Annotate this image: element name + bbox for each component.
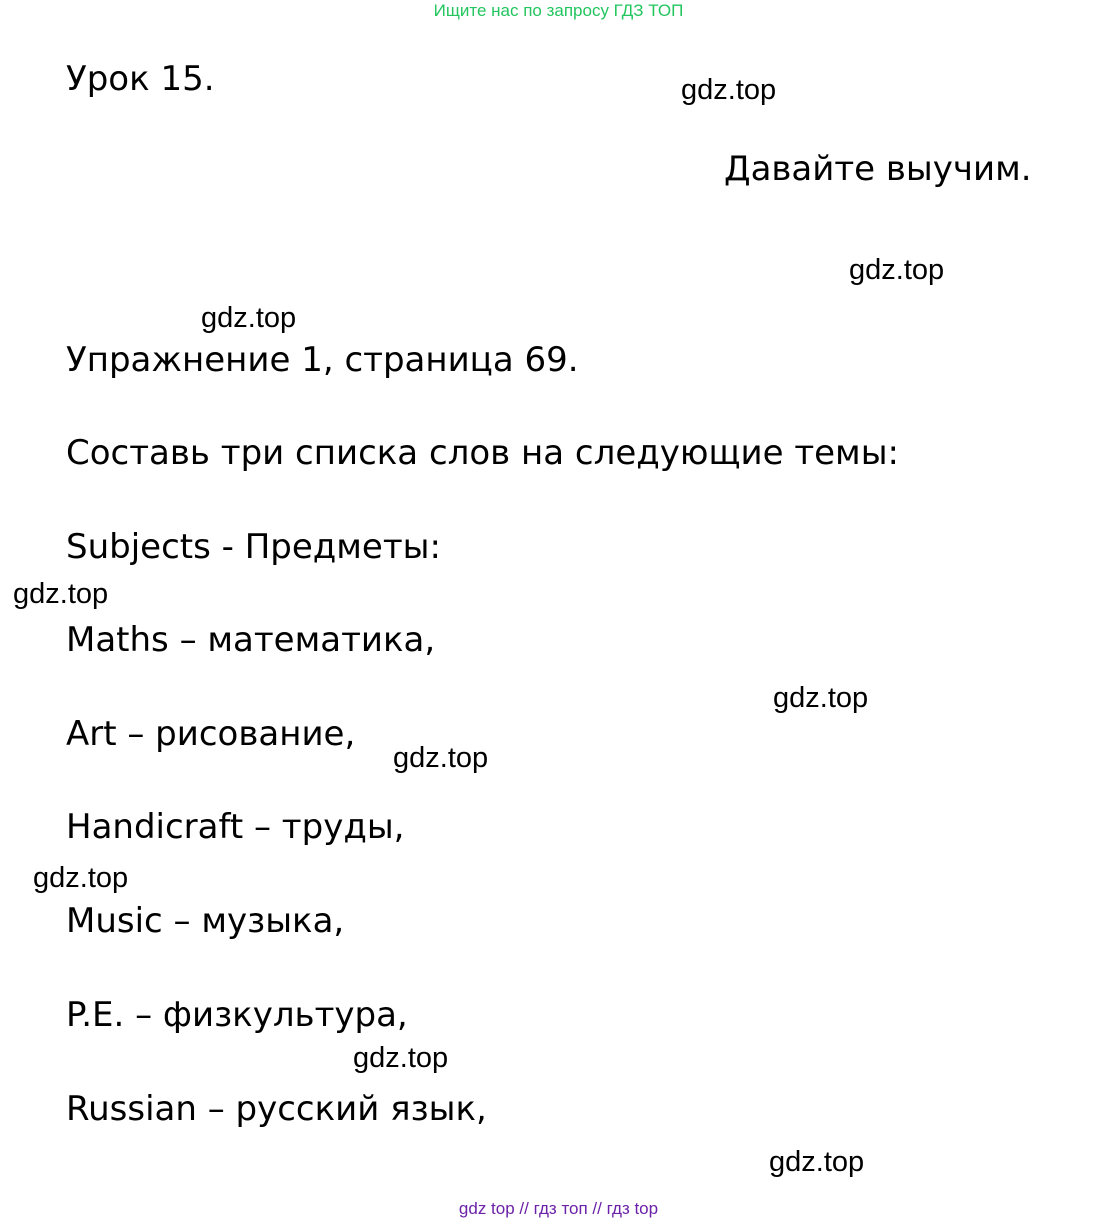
vocab-item-music: Music – музыка,	[66, 901, 345, 941]
vocab-item-art: Art – рисование,	[66, 714, 356, 754]
lesson-subtitle: Давайте выучим.	[724, 149, 1032, 189]
watermark: gdz.top	[13, 578, 109, 610]
footer: gdz top // гдз топ // гдз top	[458, 1199, 659, 1218]
watermark: gdz.top	[201, 302, 297, 334]
watermark: gdz.top	[849, 254, 945, 286]
vocab-item-handicraft: Handicraft – труды,	[66, 807, 405, 847]
exercise-reference: Упражнение 1, страница 69.	[66, 340, 579, 380]
top-banner: Ищите нас по запросу ГДЗ ТОП	[433, 1, 684, 20]
watermark: gdz.top	[681, 74, 777, 106]
lesson-title: Урок 15.	[66, 59, 215, 99]
watermark: gdz.top	[769, 1146, 865, 1178]
task-instruction: Составь три списка слов на следующие темы:	[66, 433, 899, 473]
watermark: gdz.top	[353, 1042, 449, 1074]
watermark: gdz.top	[393, 742, 489, 774]
section-heading: Subjects - Предметы:	[66, 527, 441, 567]
vocab-item-maths: Maths – математика,	[66, 620, 436, 660]
vocab-item-pe: P.E. – физкультура,	[66, 995, 408, 1035]
vocab-item-russian: Russian – русский язык,	[66, 1089, 487, 1129]
watermark: gdz.top	[773, 682, 869, 714]
watermark: gdz.top	[33, 862, 129, 894]
